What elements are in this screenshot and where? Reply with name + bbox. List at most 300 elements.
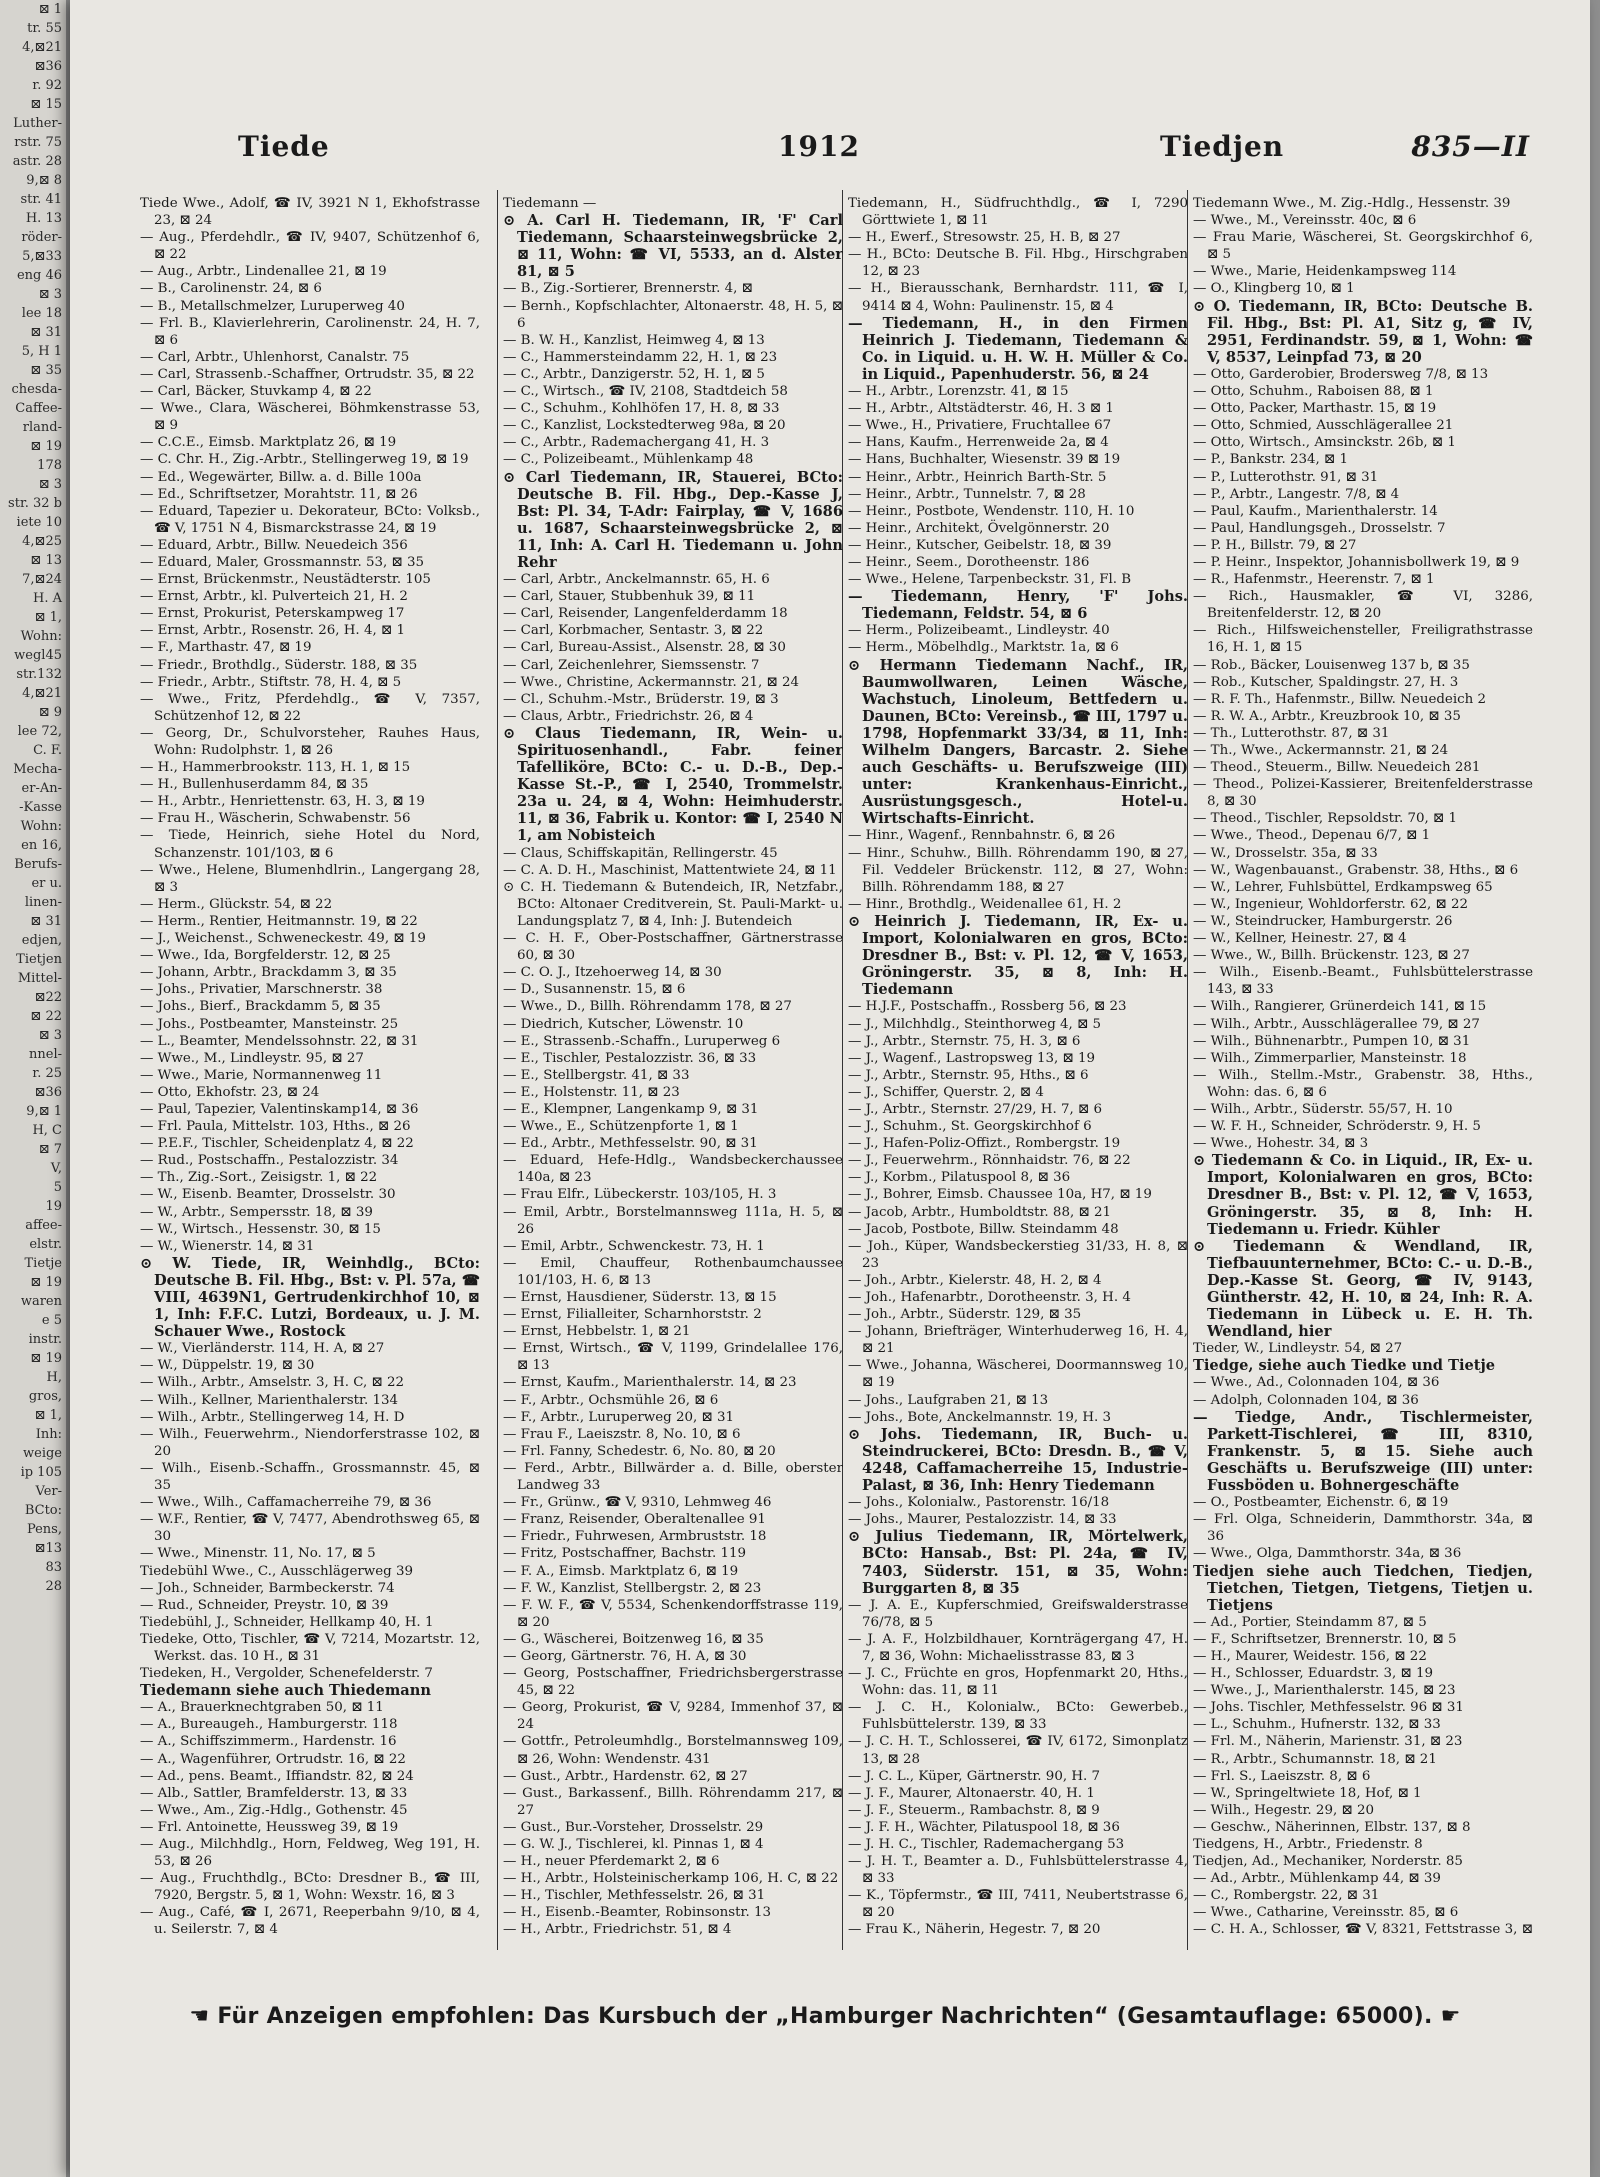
directory-entry: — J. F. H., Wächter, Pilatuspool 18, ⊠ 36 (848, 1819, 1120, 1835)
directory-entry: — C., Wirtsch., ☎ IV, 2108, Stadtdeich 58 (503, 384, 788, 400)
directory-entry: — J., Bohrer, Eimsb. Chaussee 10a, H7, ⊠ 19 (848, 1187, 1152, 1203)
directory-entry: — R. F. Th., Hafenmstr., Billw. Neuedeich 2 (1193, 691, 1487, 707)
directory-entry: — Wilh., Bühnenarbtr., Pumpen 10, ⊠ 31 (1193, 1033, 1471, 1049)
directory-entry: — Friedr., Brothdlg., Süderstr. 188, ⊠ 35 (140, 657, 418, 673)
prev-page-fragment: H, C (32, 1123, 62, 1138)
directory-entry: — C., Kanzlist, Lockstedterweg 98a, ⊠ 20 (503, 418, 786, 434)
firm-entry: ⊙ Hermann Tiedemann Nachf., IR, Baumwollwaren, Leinen Wäsche, Wachstuch, Linoleum, Bettfedern u. Daunen, BCto: Vereinsb., ☎ III, 1797 u. 1798, Hopfenmarkt 33/34, ⊠ 11, Inh: Wilhelm Dangers, Barcastr. 2. Siehe auch Geschäfts- u. Berufszweige (III) unter: Krankenhaus-Einricht., Ausrüstungsgesch., Hotel-u. Wirtschafts-Einricht. (848, 656, 1188, 828)
directory-entry: — Wwe., H., Privatiere, Fruchtallee 67 (848, 418, 1112, 434)
prev-page-fragment: C. F. (33, 743, 62, 758)
directory-entry: — H., Arbtr., Henriettenstr. 63, H. 3, ⊠ 19 (140, 794, 425, 810)
prev-page-fragment: instr. (28, 1332, 62, 1347)
directory-entry: — F. W., Kanzlist, Stellbergstr. 2, ⊠ 23 (503, 1580, 762, 1596)
prev-page-fragment: ⊠36 (34, 1085, 62, 1100)
prev-page-fragment: edjen, (21, 933, 62, 948)
prev-page-fragment: Tietjen (16, 952, 62, 967)
directory-entry: — Georg, Dr., Schulvorsteher, Rauhes Haus, Wohn: Rudolphstr. 1, ⊠ 26 (140, 725, 480, 758)
directory-entry: — Joh., Hafenarbtr., Dorotheenstr. 3, H. 4 (848, 1290, 1131, 1305)
directory-entry: — Heinr., Seem., Dorotheenstr. 186 (848, 554, 1090, 570)
prev-page-fragment: r. 25 (32, 1066, 62, 1081)
prev-page-fragment: 178 (37, 458, 62, 473)
directory-entry: — Wwe., Johanna, Wäscherei, Doormannsweg 10, ⊠ 19 (848, 1358, 1188, 1391)
directory-entry: — C., Hammersteindamm 22, H. 1, ⊠ 23 (503, 349, 778, 365)
directory-entry: — Herm., Glückstr. 54, ⊠ 22 (140, 896, 333, 912)
directory-entry: — Theod., Steuerm., Billw. Neuedeich 281 (1193, 760, 1481, 776)
directory-entry: — P.E.F., Tischler, Scheidenplatz 4, ⊠ 22 (140, 1136, 414, 1152)
directory-entry: — W., Wienerstr. 14, ⊠ 31 (140, 1238, 315, 1254)
directory-entry: — W., Wagenbauanst., Grabenstr. 38, Hths., ⊠ 6 (1193, 862, 1519, 878)
firm-entry: Tiedjen siehe auch Tiedchen, Tiedjen, Tietchen, Tietgen, Tietgens, Tietjen u. Tietjens (1193, 1562, 1533, 1614)
directory-entry: — C., Rombergstr. 22, ⊠ 31 (1193, 1888, 1380, 1904)
directory-entry: — J. H. C., Tischler, Rademachergang 53 (848, 1837, 1125, 1852)
firm-entry: ⊙ Heinrich J. Tiedemann, IR, Ex- u. Import, Kolonialwaren en gros, BCto: Dresdner B., Bst: v. Pl. 12, ☎ V, 1653, Gröningerstr. 35, ⊠ 8, Inh: H. Tiedemann (848, 912, 1188, 999)
prev-page-fragment: ⊠ 3 (38, 287, 62, 302)
prev-page-fragment: linen- (24, 895, 62, 910)
directory-entry: — Rud., Schneider, Preystr. 10, ⊠ 39 (140, 1597, 389, 1613)
directory-entry: — Johs., Maurer, Pestalozzistr. 14, ⊠ 33 (848, 1512, 1117, 1528)
prev-page-fragment: en 16, (21, 838, 62, 853)
directory-entry: — J., Schuhm., St. Georgskirchhof 6 (848, 1119, 1092, 1135)
directory-entry: — Ad., pens. Beamt., Iffiandstr. 82, ⊠ 24 (140, 1768, 414, 1784)
directory-entry: — Ad., Arbtr., Mühlenkamp 44, ⊠ 39 (1193, 1871, 1441, 1887)
prev-page-fragment: str. 41 (20, 192, 62, 207)
prev-page-fragment: ⊠ 35 (30, 363, 62, 378)
directory-entry: — H., neuer Pferdemarkt 2, ⊠ 6 (503, 1854, 720, 1870)
directory-entry: — Franz, Reisender, Oberaltenallee 91 (503, 1512, 766, 1528)
directory-entry: Tiede Wwe., Adolf, ☎ IV, 3921 N 1, Ekhofstrasse 23, ⊠ 24 (140, 196, 480, 229)
directory-entry: — H., Maurer, Weidestr. 156, ⊠ 22 (1193, 1648, 1427, 1664)
directory-entry: — Fritz, Postschaffner, Bachstr. 119 (503, 1546, 747, 1562)
directory-entry: — Claus, Arbtr., Friedrichstr. 26, ⊠ 4 (503, 708, 754, 724)
directory-entry: — Eduard, Hefe-Hdlg., Wandsbeckerchaussee 140a, ⊠ 23 (503, 1153, 843, 1186)
directory-entry: — Gottfr., Petroleumhdlg., Borstelmannsweg 109, ⊠ 26, Wohn: Wendenstr. 431 (503, 1734, 843, 1767)
directory-entry: — J., Wagenf., Lastropsweg 13, ⊠ 19 (848, 1050, 1096, 1066)
directory-entry: — C. H. F., Ober-Postschaffner, Gärtnerstrasse 60, ⊠ 30 (503, 931, 843, 964)
prev-page-fragment: ⊠ 1, (34, 1408, 62, 1423)
page-number: 835—II (1411, 130, 1530, 163)
directory-entry: — Wilh., Zimmerparlier, Mansteinstr. 18 (1193, 1050, 1467, 1066)
directory-entry: — Paul, Kaufm., Marienthalerstr. 14 (1193, 503, 1438, 519)
prev-page-fragment: Luther- (13, 116, 62, 131)
directory-entry: — Th., Wwe., Ackermannstr. 21, ⊠ 24 (1193, 743, 1449, 758)
directory-entry: — Georg, Gärtnerstr. 76, H. A, ⊠ 30 (503, 1648, 747, 1664)
pointing-hand-right-icon: ☛ (1440, 2004, 1461, 2029)
firm-entry: ⊙ Tiedemann & Wendland, IR, Tiefbauunternehmer, BCto: C.- u. D.-B., Dep.-Kasse St. Georg, ☎ IV, 9143, Güntherstr. 42, H. 10, ⊠ 24, Inh: R. A. Tiedemann in Lübeck u. E. H. Th. Wendland, hier (1193, 1237, 1533, 1341)
prev-page-fragment: 5,⊠33 (22, 249, 62, 264)
directory-entry: — H., Bullenhuserdamm 84, ⊠ 35 (140, 777, 369, 793)
directory-entry: — Herm., Möbelhdlg., Marktstr. 1a, ⊠ 6 (848, 640, 1119, 656)
prev-page-fragment: tr. 55 (27, 21, 62, 36)
directory-entry: — C., Arbtr., Rademachergang 41, H. 3 (503, 435, 770, 451)
prev-page-fragment: ip 105 (20, 1465, 62, 1480)
prev-page-fragment: Mittel- (17, 971, 62, 986)
directory-entry: — J. H. T., Beamter a. D., Fuhlsbüttelerstrasse 4, ⊠ 33 (848, 1854, 1188, 1887)
prev-page-fragment: ⊠ 19 (30, 439, 62, 454)
directory-entry: — W., Eisenb. Beamter, Drosselstr. 30 (140, 1187, 396, 1203)
directory-entry: — Wwe., Fritz, Pferdehdlg., ☎ V, 7357, Schützenhof 12, ⊠ 22 (140, 691, 480, 724)
directory-entry: — H., Arbtr., Holsteinischerkamp 106, H. C, ⊠ 22 (503, 1871, 839, 1887)
directory-entry: — Frl. B., Klavierlehrerin, Carolinenstr. 24, H. 7, ⊠ 6 (140, 315, 480, 348)
firm-entry: ⊙ O. Tiedemann, IR, BCto: Deutsche B. Fil. Hbg., Bst: Pl. A1, Sitz g, ☎ IV, 2951, Ferdinandstr. 59, ⊠ 1, Wohn: ☎ V, 8537, Leinpfad 73, ⊠ 20 (1193, 297, 1533, 366)
directory-entry: — C.C.E., Eimsb. Marktplatz 26, ⊠ 19 (140, 435, 397, 451)
directory-entry: — H., Hammerbrookstr. 113, H. 1, ⊠ 15 (140, 760, 411, 776)
directory-entry: — Aug., Milchhdlg., Horn, Feldweg, Weg 191, H. 53, ⊠ 26 (140, 1837, 480, 1870)
directory-entry: — W., Wirtsch., Hessenstr. 30, ⊠ 15 (140, 1221, 381, 1237)
directory-entry: — Ad., Portier, Steindamm 87, ⊠ 5 (1193, 1614, 1427, 1630)
directory-entry: — J., Arbtr., Sternstr. 75, H. 3, ⊠ 6 (848, 1033, 1081, 1049)
directory-entry: — Wilh., Kellner, Marienthalerstr. 134 (140, 1392, 399, 1408)
directory-entry: — C. H. A., Schlosser, ☎ V, 8321, Fettstrasse 3, ⊠ (1193, 1922, 1533, 1938)
prev-page-fragment: 5, H 1 (21, 344, 62, 359)
directory-entry: — F., Arbtr., Ochsmühle 26, ⊠ 6 (503, 1392, 719, 1408)
directory-entry: — Joh., Schneider, Barmbeckerstr. 74 (140, 1580, 395, 1596)
prev-page-fragment: rstr. 75 (14, 135, 62, 150)
directory-entry: — Hinr., Schuhw., Billh. Röhrendamm 190, ⊠ 27, Fil. Veddeler Brückenstr. 112, ⊠ 27, Wohn: Billh. Röhrendamm 188, ⊠ 27 (848, 845, 1188, 895)
directory-entry: — E., Klempner, Langenkamp 9, ⊠ 31 (503, 1101, 759, 1117)
directory-entry: — Joh., Arbtr., Süderstr. 129, ⊠ 35 (848, 1307, 1082, 1323)
directory-entry: — Ernst, Hebbelstr. 1, ⊠ 21 (503, 1324, 691, 1340)
directory-entry: — Wilh., Stellm.-Mstr., Grabenstr. 38, Hths., Wohn: das. 6, ⊠ 6 (1193, 1067, 1533, 1100)
directory-entry: — G. W. J., Tischlerei, kl. Pinnas 1, ⊠ 4 (503, 1837, 764, 1852)
directory-entry: — Aug., Pferdehdlr., ☎ IV, 9407, Schützenhof 6, ⊠ 22 (140, 230, 480, 263)
directory-entry: — Geschw., Näherinnen, Elbstr. 137, ⊠ 8 (1193, 1819, 1471, 1835)
directory-entry: — Frl. S., Laeiszstr. 8, ⊠ 6 (1193, 1768, 1371, 1784)
directory-entry: — K., Töpfermstr., ☎ III, 7411, Neubertstrasse 6, ⊠ 20 (848, 1888, 1188, 1921)
directory-entry: — Ernst, Filialleiter, Scharnhorststr. 2 (503, 1307, 762, 1323)
directory-entry: — Hans, Kaufm., Herrenweide 2a, ⊠ 4 (848, 435, 1109, 451)
directory-entry: — J. C. H. T., Schlosserei, ☎ IV, 6172, Simonplatz 13, ⊠ 28 (848, 1734, 1188, 1767)
directory-entry: — W., Arbtr., Sempersstr. 18, ⊠ 39 (140, 1204, 373, 1220)
firm-entry: ⊙ A. Carl H. Tiedemann, IR, 'F' Carl Tiedemann, Schaarsteinwegsbrücke 2, ⊠ 11, Wohn: ☎ VI, 5533, an d. Alster 81, ⊠ 5 (503, 212, 843, 281)
directory-entry: — W., Ingenieur, Wohldorferstr. 62, ⊠ 22 (1193, 896, 1469, 912)
directory-entry: — J., Arbtr., Sternstr. 27/29, H. 7, ⊠ 6 (848, 1101, 1102, 1117)
directory-column-4 (1193, 195, 1533, 1940)
directory-entry: — Ernst, Prokurist, Peterskampweg 17 (140, 606, 405, 622)
prev-page-fragment: 4,⊠25 (22, 534, 62, 549)
directory-entry: — Wwe., Catharine, Vereinsstr. 85, ⊠ 6 (1193, 1905, 1459, 1921)
prev-page-fragment: chesda- (11, 382, 62, 397)
directory-entry: — Alb., Sattler, Bramfelderstr. 13, ⊠ 33 (140, 1785, 408, 1801)
directory-entry: — Joh., Arbtr., Kielerstr. 48, H. 2, ⊠ 4 (848, 1272, 1102, 1288)
directory-entry (503, 1939, 843, 1940)
directory-entry: — Jacob, Arbtr., Humboldtstr. 88, ⊠ 21 (848, 1204, 1111, 1220)
directory-entry: — Frl. Antoinette, Heussweg 39, ⊠ 19 (140, 1819, 399, 1835)
directory-entry: — Claus, Schiffskapitän, Rellingerstr. 45 (503, 845, 778, 861)
directory-entry: — Th., Zig.-Sort., Zeisigstr. 1, ⊠ 22 (140, 1170, 378, 1186)
directory-entry: — J. F., Steuerm., Rambachstr. 8, ⊠ 9 (848, 1802, 1100, 1818)
prev-page-fragment: Tietje (24, 1256, 62, 1271)
prev-page-fragment: Inh: (35, 1427, 62, 1442)
directory-entry: — J. A. F., Holzbildhauer, Kornträgergang 47, H. 7, ⊠ 36, Wohn: Michaelisstrasse 83, ⊠ 3 (848, 1631, 1188, 1664)
directory-entry: — W., Lehrer, Fuhlsbüttel, Erdkampsweg 65 (1193, 879, 1493, 895)
directory-entry: — C. O. J., Itzehoerweg 14, ⊠ 30 (503, 965, 722, 981)
prev-page-fragment: astr. 28 (12, 154, 62, 169)
directory-entry: — Johs. Tischler, Methfesselstr. 96 ⊠ 31 (1193, 1700, 1464, 1716)
directory-entry: — Wwe., Am., Zig.-Hdlg., Gothenstr. 45 (140, 1802, 408, 1818)
directory-entry: — J., Weichenst., Schweneckestr. 49, ⊠ 19 (140, 931, 426, 947)
directory-entry: — Ernst, Wirtsch., ☎ V, 1199, Grindelallee 176, ⊠ 13 (503, 1341, 843, 1374)
directory-entry: — Wwe., Marie, Normannenweg 11 (140, 1067, 383, 1083)
prev-page-fragment: e 5 (41, 1313, 62, 1328)
directory-entry: Tiedebühl Wwe., C., Ausschlägerweg 39 (140, 1563, 414, 1579)
directory-entry: — Johs., Bierf., Brackdamm 5, ⊠ 35 (140, 999, 381, 1015)
directory-entry: — F., Marthastr. 47, ⊠ 19 (140, 640, 312, 656)
directory-entry: — Friedr., Fuhrwesen, Armbruststr. 18 (503, 1529, 767, 1545)
directory-entry: — Otto, Schuhm., Raboisen 88, ⊠ 1 (1193, 384, 1434, 400)
prev-page-fragment: ⊠ 22 (30, 1009, 62, 1024)
prev-page-fragment: ⊠ 1, (34, 610, 62, 625)
directory-entry: — C. A. D. H., Maschinist, Mattentwiete 24, ⊠ 11 (503, 862, 837, 878)
prev-page-fragment: ⊠ 19 (30, 1351, 62, 1366)
directory-entry: — Ernst, Kaufm., Marienthalerstr. 14, ⊠ 23 (503, 1375, 797, 1391)
prev-page-fragment: weige (23, 1446, 62, 1461)
directory-entry: — W., Drosselstr. 35a, ⊠ 33 (1193, 845, 1378, 861)
directory-entry: — F., Schriftsetzer, Brennerstr. 10, ⊠ 5 (1193, 1631, 1457, 1647)
firm-entry: ⊙ W. Tiede, IR, Weinhdlg., BCto: Deutsche B. Fil. Hbg., Bst: v. Pl. 57a, ☎ VIII, 4639N1, Gertrudenkirchhof 10, ⊠ 1, Inh: F.F.C. Lutzi, Bordeaux, u. J. M. Schauer Wwe., Rostock (140, 1254, 480, 1341)
directory-entry: — Johann, Briefträger, Winterhuderweg 16, H. 4, ⊠ 21 (848, 1324, 1188, 1357)
directory-entry: — Heinr., Postbote, Wendenstr. 110, H. 10 (848, 503, 1135, 519)
directory-entry: — Ernst, Arbtr., Rosenstr. 26, H. 4, ⊠ 1 (140, 623, 405, 639)
directory-entry: — A., Schiffszimmerm., Hardenstr. 16 (140, 1734, 397, 1750)
directory-entry: — Johann, Arbtr., Brackdamm 3, ⊠ 35 (140, 965, 397, 981)
directory-entry: — Heinr., Arbtr., Heinrich Barth-Str. 5 (848, 469, 1107, 485)
directory-entry: — R., Arbtr., Schumannstr. 18, ⊠ 21 (1193, 1751, 1437, 1767)
directory-entry: — Otto, Wirtsch., Amsinckstr. 26b, ⊠ 1 (1193, 435, 1456, 451)
directory-entry: — Georg, Postschaffner, Friedrichsbergerstrasse 45, ⊠ 22 (503, 1666, 843, 1699)
directory-entry: — Diedrich, Kutscher, Löwenstr. 10 (503, 1016, 744, 1032)
directory-entry: — Wwe., M., Lindleystr. 95, ⊠ 27 (140, 1050, 364, 1066)
directory-entry: — Tiede, Heinrich, siehe Hotel du Nord, Schanzenstr. 101/103, ⊠ 6 (140, 828, 480, 861)
directory-entry: — Carl, Strassenb.-Schaffner, Ortrudstr. 35, ⊠ 22 (140, 366, 475, 382)
page-header (150, 130, 1530, 170)
directory-column-3 (848, 195, 1188, 1940)
directory-entry: — W., Steindrucker, Hamburgerstr. 26 (1193, 913, 1453, 929)
previous-page-edge (0, 0, 66, 2177)
directory-entry: — Wwe., W., Billh. Brückenstr. 123, ⊠ 27 (1193, 948, 1470, 964)
directory-entry: — Jacob, Postbote, Billw. Steindamm 48 (848, 1221, 1119, 1237)
header-left-keyword: Tiede (238, 130, 330, 163)
prev-page-fragment: str.132 (16, 667, 62, 682)
directory-entry: — Wwe., Helene, Blumenhdlrin., Langergang 28, ⊠ 3 (140, 862, 480, 895)
directory-entry: — Frl. Fanny, Schedestr. 6, No. 80, ⊠ 20 (503, 1443, 776, 1459)
directory-entry: — Aug., Fruchthdlg., BCto: Dresdner B., ☎ III, 7920, Bergstr. 5, ⊠ 1, Wohn: Wexstr. 16, ⊠ 3 (140, 1871, 480, 1904)
prev-page-fragment: affee- (25, 1218, 62, 1233)
directory-entry: — H., Schlosser, Eduardstr. 3, ⊠ 19 (1193, 1666, 1434, 1682)
directory-entry: — Bernh., Kopfschlachter, Altonaerstr. 48, H. 5, ⊠ 6 (503, 298, 843, 331)
directory-entry: — Ernst, Brückenmstr., Neustädterstr. 105 (140, 572, 431, 588)
directory-entry: — Ed., Arbtr., Methfesselstr. 90, ⊠ 31 (503, 1136, 758, 1152)
directory-entry: — Wwe., Ida, Borgfelderstr. 12, ⊠ 25 (140, 948, 391, 964)
header-year: 1912 (778, 130, 860, 163)
directory-entry: — Emil, Arbtr., Borstelmannsweg 111a, H. 5, ⊠ 26 (503, 1204, 843, 1237)
directory-entry: — W., Kellner, Heinestr. 27, ⊠ 4 (1193, 931, 1407, 947)
prev-page-fragment: 4,⊠21 (22, 40, 62, 55)
directory-entry: — J., Korbm., Pilatuspool 8, ⊠ 36 (848, 1170, 1071, 1186)
directory-entry: — F., Arbtr., Luruperweg 20, ⊠ 31 (503, 1409, 735, 1425)
directory-entry: — W. F. H., Schneider, Schröderstr. 9, H. 5 (1193, 1119, 1481, 1135)
prev-page-fragment: Mecha- (13, 762, 62, 777)
prev-page-fragment: er-An- (21, 781, 62, 796)
directory-entry: — Carl, Zeichenlehrer, Siemssenstr. 7 (503, 657, 760, 673)
directory-entry: — Wwe., Marie, Heidenkampsweg 114 (1193, 264, 1457, 280)
directory-entry: — R., Hafenmstr., Heerenstr. 7, ⊠ 1 (1193, 572, 1435, 588)
directory-entry: — Otto, Ekhofstr. 23, ⊠ 24 (140, 1084, 320, 1100)
directory-entry: — J., Feuerwehrm., Rönnhaidstr. 76, ⊠ 22 (848, 1153, 1131, 1169)
firm-entry: ⊙ Tiedemann & Co. in Liquid., IR, Ex- u. Import, Kolonialwaren en gros, BCto: Dresdner B., Bst: v. Pl. 12, ☎ V, 1653, Gröningerstr. 35, ⊠ 8, Inh: H. Tiedemann u. Friedr. Kühler (1193, 1152, 1533, 1238)
directory-entry: — Johs., Kolonialw., Pastorenstr. 16/18 (848, 1495, 1110, 1511)
directory-entry: — Heinr., Arbtr., Tunnelstr. 7, ⊠ 28 (848, 486, 1086, 502)
directory-entry: — Frau K., Näherin, Hegestr. 7, ⊠ 20 (848, 1922, 1101, 1938)
directory-entry: — Heinr., Kutscher, Geibelstr. 18, ⊠ 39 (848, 537, 1112, 553)
prev-page-fragment: -Kasse (19, 800, 62, 815)
directory-entry: — A., Wagenführer, Ortrudstr. 16, ⊠ 22 (140, 1751, 406, 1767)
directory-entry: — W., Springeltwiete 18, Hof, ⊠ 1 (1193, 1785, 1422, 1801)
directory-entry: — H.J.F., Postschaffn., Rossberg 56, ⊠ 23 (848, 999, 1127, 1015)
prev-page-fragment: elstr. (29, 1237, 62, 1252)
prev-page-fragment: ⊠ 3 (38, 477, 62, 492)
prev-page-fragment: ⊠22 (34, 990, 62, 1005)
directory-entry: — J., Schiffer, Querstr. 2, ⊠ 4 (848, 1084, 1044, 1100)
directory-entry: — Adolph, Colonnaden 104, ⊠ 36 (1193, 1392, 1419, 1408)
directory-entry: — Herm., Polizeibeamt., Lindleystr. 40 (848, 623, 1110, 639)
directory-entry: Tiedjen, Ad., Mechaniker, Norderstr. 85 (1193, 1854, 1463, 1870)
prev-page-fragment: Ver- (35, 1484, 62, 1499)
directory-entry: — Th., Lutterothstr. 87, ⊠ 31 (1193, 725, 1390, 741)
directory-entry: — J., Arbtr., Sternstr. 95, Hths., ⊠ 6 (848, 1067, 1089, 1083)
directory-entry: — Joh., Küper, Wandsbeckerstieg 31/33, H. 8, ⊠ 23 (848, 1238, 1188, 1271)
prev-page-fragment: lee 72, (17, 724, 62, 739)
directory-entry: — Ernst, Arbtr., kl. Pulverteich 21, H. 2 (140, 589, 408, 605)
directory-column-1 (140, 195, 480, 1940)
directory-entry: — P. Heinr., Inspektor, Johannisbollwerk 19, ⊠ 9 (1193, 554, 1520, 570)
directory-entry: — Rud., Postschaffn., Pestalozzistr. 34 (140, 1153, 399, 1169)
directory-entry: — Frau F., Laeiszstr. 8, No. 10, ⊠ 6 (503, 1426, 741, 1442)
directory-entry: — E., Holstenstr. 11, ⊠ 23 (503, 1084, 680, 1100)
directory-entry: — Emil, Chauffeur, Rothenbaumchaussee 101/103, H. 6, ⊠ 13 (503, 1255, 843, 1288)
directory-entry: — Wwe., Minenstr. 11, No. 17, ⊠ 5 (140, 1546, 376, 1562)
prev-page-fragment: 83 (45, 1560, 62, 1575)
directory-entry: — Heinr., Architekt, Övelgönnerstr. 20 (848, 520, 1110, 536)
directory-entry: Tiedemann, H., Südfruchthdlg., ☎ I, 7290 Görttwiete 1, ⊠ 11 (848, 196, 1188, 229)
directory-entry: — Aug., Arbtr., Lindenallee 21, ⊠ 19 (140, 264, 387, 280)
prev-page-fragment: Pens, (26, 1522, 62, 1537)
firm-entry: ⊙ Johs. Tiedemann, IR, Buch- u. Steindruckerei, BCto: Dresdn. B., ☎ V, 4248, Caffamacherreihe 15, Industrie-Palast, ⊠ 36, Inh: Henry Tiedemann (848, 1425, 1188, 1495)
directory-entry (848, 1939, 1188, 1940)
directory-entry: — B., Zig.-Sortierer, Brennerstr. 4, ⊠ (503, 281, 753, 297)
prev-page-fragment: ⊠ 31 (30, 325, 62, 340)
directory-entry: — Ernst, Hausdiener, Süderstr. 13, ⊠ 15 (503, 1290, 777, 1305)
prev-page-fragment: Caffee- (15, 401, 62, 416)
prev-page-fragment: ⊠ 15 (30, 97, 62, 112)
prev-page-fragment: BCto: (24, 1503, 62, 1518)
prev-page-fragment: ⊠ 19 (30, 1275, 62, 1290)
prev-page-fragment: r. 92 (32, 78, 62, 93)
directory-entry: — Wwe., Theod., Depenau 6/7, ⊠ 1 (1193, 828, 1431, 844)
firm-entry: — Tiedemann, Henry, 'F' Johs. Tiedemann, Feldstr. 54, ⊠ 6 (848, 588, 1188, 623)
directory-entry: — J., Hafen-Poliz-Offizt., Rombergstr. 19 (848, 1136, 1121, 1152)
pointing-hand-left-icon: ☚ (189, 2004, 210, 2029)
column-divider (497, 190, 498, 1950)
prev-page-fragment: ⊠36 (34, 59, 62, 74)
directory-entry: — Emil, Arbtr., Schwenckestr. 73, H. 1 (503, 1238, 765, 1254)
directory-entry: — Rob., Bäcker, Louisenweg 137 b, ⊠ 35 (1193, 657, 1470, 673)
directory-entry: — Wilh., Rangierer, Grünerdeich 141, ⊠ 15 (1193, 999, 1487, 1015)
advertisement-footer (160, 2004, 1490, 2040)
prev-page-fragment: 4,⊠21 (22, 686, 62, 701)
directory-entry: — Wwe., Clara, Wäscherei, Böhmkenstrasse 53, ⊠ 9 (140, 401, 480, 434)
prev-page-fragment: gros, (28, 1389, 62, 1404)
directory-entry: — H., Arbtr., Lorenzstr. 41, ⊠ 15 (848, 384, 1069, 400)
directory-entry: — Frl. Paula, Mittelstr. 103, Hths., ⊠ 26 (140, 1119, 411, 1135)
directory-entry: — J. C., Früchte en gros, Hopfenmarkt 20, Hths., Wohn: das. 11, ⊠ 11 (848, 1666, 1188, 1699)
directory-entry: — Carl, Stauer, Stubbenhuk 39, ⊠ 11 (503, 589, 756, 605)
firm-entry: ⊙ Carl Tiedemann, IR, Stauerei, BCto: Deutsche B. Fil. Hbg., Dep.-Kasse J, Bst: Pl. 34, T-Adr: Fairplay, ☎ V, 1686 u. 1687, Schaarsteinwegsbrücke 2, ⊠ 11, Inh: A. Carl H. Tiedemann u. John Rehr (503, 468, 843, 571)
directory-entry: — Theod., Polizei-Kassierer, Breitenfelderstrasse 8, ⊠ 30 (1193, 777, 1533, 810)
prev-page-fragment: 9,⊠ 8 (26, 173, 62, 188)
directory-entry: Tiedemann Wwe., M. Zig.-Hdlg., Hessenstr. 39 (1193, 196, 1511, 211)
prev-page-fragment: H. 13 (25, 211, 62, 226)
directory-entry: — Gust., Arbtr., Hardenstr. 62, ⊠ 27 (503, 1768, 748, 1784)
directory-entry: — Otto, Garderobier, Brodersweg 7/8, ⊠ 13 (1193, 366, 1489, 382)
prev-page-fragment: Wohn: (20, 629, 62, 644)
directory-entry: — J. A. E., Kupferschmied, Greifswalderstrasse 76/78, ⊠ 5 (848, 1597, 1188, 1630)
directory-entry: — Ed., Wegewärter, Billw. a. d. Bille 100a (140, 469, 422, 485)
directory-entry: — Eduard, Arbtr., Billw. Neuedeich 356 (140, 537, 408, 553)
directory-entry: — Theod., Tischler, Repsoldstr. 70, ⊠ 1 (1193, 811, 1457, 827)
directory-entry: — C., Polizeibeamt., Mühlenkamp 48 (503, 452, 754, 468)
directory-entry: — E., Stellbergstr. 41, ⊠ 33 (503, 1067, 690, 1083)
prev-page-fragment: wegl45 (14, 648, 62, 663)
directory-entry: — Eduard, Tapezier u. Dekorateur, BCto: Volksb., ☎ V, 1751 N 4, Bismarckstrasse 24, ⊠ 19 (140, 503, 480, 536)
directory-entry: — Wwe., Olga, Dammthorstr. 34a, ⊠ 36 (1193, 1546, 1462, 1562)
directory-entry: — Hinr., Brothdlg., Weidenallee 61, H. 2 (848, 896, 1122, 912)
prev-page-fragment: Wohn: (20, 819, 62, 834)
directory-entry: — L., Beamter, Mendelssohnstr. 22, ⊠ 31 (140, 1033, 419, 1049)
directory-entry: — Carl, Korbmacher, Sentastr. 3, ⊠ 22 (503, 623, 764, 639)
prev-page-fragment: ⊠ 7 (38, 1142, 62, 1157)
directory-entry: — H., BCto: Deutsche B. Fil. Hbg., Hirschgraben 12, ⊠ 23 (848, 247, 1188, 280)
directory-entry: — F. W. F., ☎ V, 5534, Schenkendorffstrasse 119, ⊠ 20 (503, 1597, 843, 1630)
prev-page-fragment: ⊠ 13 (30, 553, 62, 568)
directory-entry: — Rich., Hilfsweichensteller, Freiligrathstrasse 16, H. 1, ⊠ 15 (1193, 623, 1533, 656)
prev-page-fragment: H. A (33, 591, 62, 606)
prev-page-fragment: lee 18 (21, 306, 62, 321)
directory-entry: — Wwe., Wilh., Caffamacherreihe 79, ⊠ 36 (140, 1495, 432, 1511)
directory-entry: — Johs., Bote, Anckelmannstr. 19, H. 3 (848, 1409, 1112, 1425)
prev-page-fragment: eng 46 (16, 268, 62, 283)
directory-entry: — B., Metallschmelzer, Luruperweg 40 (140, 298, 405, 314)
directory-entry: — C., Schuhm., Kohlhöfen 17, H. 8, ⊠ 33 (503, 401, 780, 417)
directory-entry: — Wwe., M., Vereinsstr. 40c, ⊠ 6 (1193, 213, 1417, 229)
directory-entry: Tiedebühl, J., Schneider, Hellkamp 40, H. 1 (140, 1614, 434, 1630)
prev-page-fragment: nnel- (29, 1047, 62, 1062)
directory-entry: — L., Schuhm., Hufnerstr. 132, ⊠ 33 (1193, 1717, 1441, 1733)
prev-page-fragment: V, (50, 1161, 62, 1176)
directory-entry: — Carl, Arbtr., Anckelmannstr. 65, H. 6 (503, 572, 770, 588)
firm-entry: Tiedge, siehe auch Tiedke und Tietje (1193, 1357, 1496, 1375)
directory-entry: Tieder, W., Lindleystr. 54, ⊠ 27 (1193, 1341, 1403, 1357)
directory-entry: — Wwe., J., Marienthalerstr. 145, ⊠ 23 (1193, 1683, 1456, 1699)
directory-entry: Tiedgens, H., Arbtr., Friedenstr. 8 (1193, 1837, 1423, 1852)
directory-entry: Tiedemann — (503, 196, 597, 211)
directory-entry: — Aug., Café, ☎ I, 2671, Reeperbahn 9/10, ⊠ 4, u. Seilerstr. 7, ⊠ 4 (140, 1905, 480, 1938)
directory-entry: — Wwe., E., Schützenpforte 1, ⊠ 1 (503, 1119, 739, 1135)
directory-entry: — Wilh., Arbtr., Süderstr. 55/57, H. 10 (1193, 1101, 1453, 1117)
directory-entry: — Wilh., Arbtr., Ausschlägerallee 79, ⊠ 27 (1193, 1016, 1480, 1032)
directory-entry: — H., Eisenb.-Beamter, Robinsonstr. 13 (503, 1905, 772, 1921)
prev-page-fragment: 7,⊠24 (22, 572, 62, 587)
directory-entry: — H., Tischler, Methfesselstr. 26, ⊠ 31 (503, 1888, 766, 1904)
